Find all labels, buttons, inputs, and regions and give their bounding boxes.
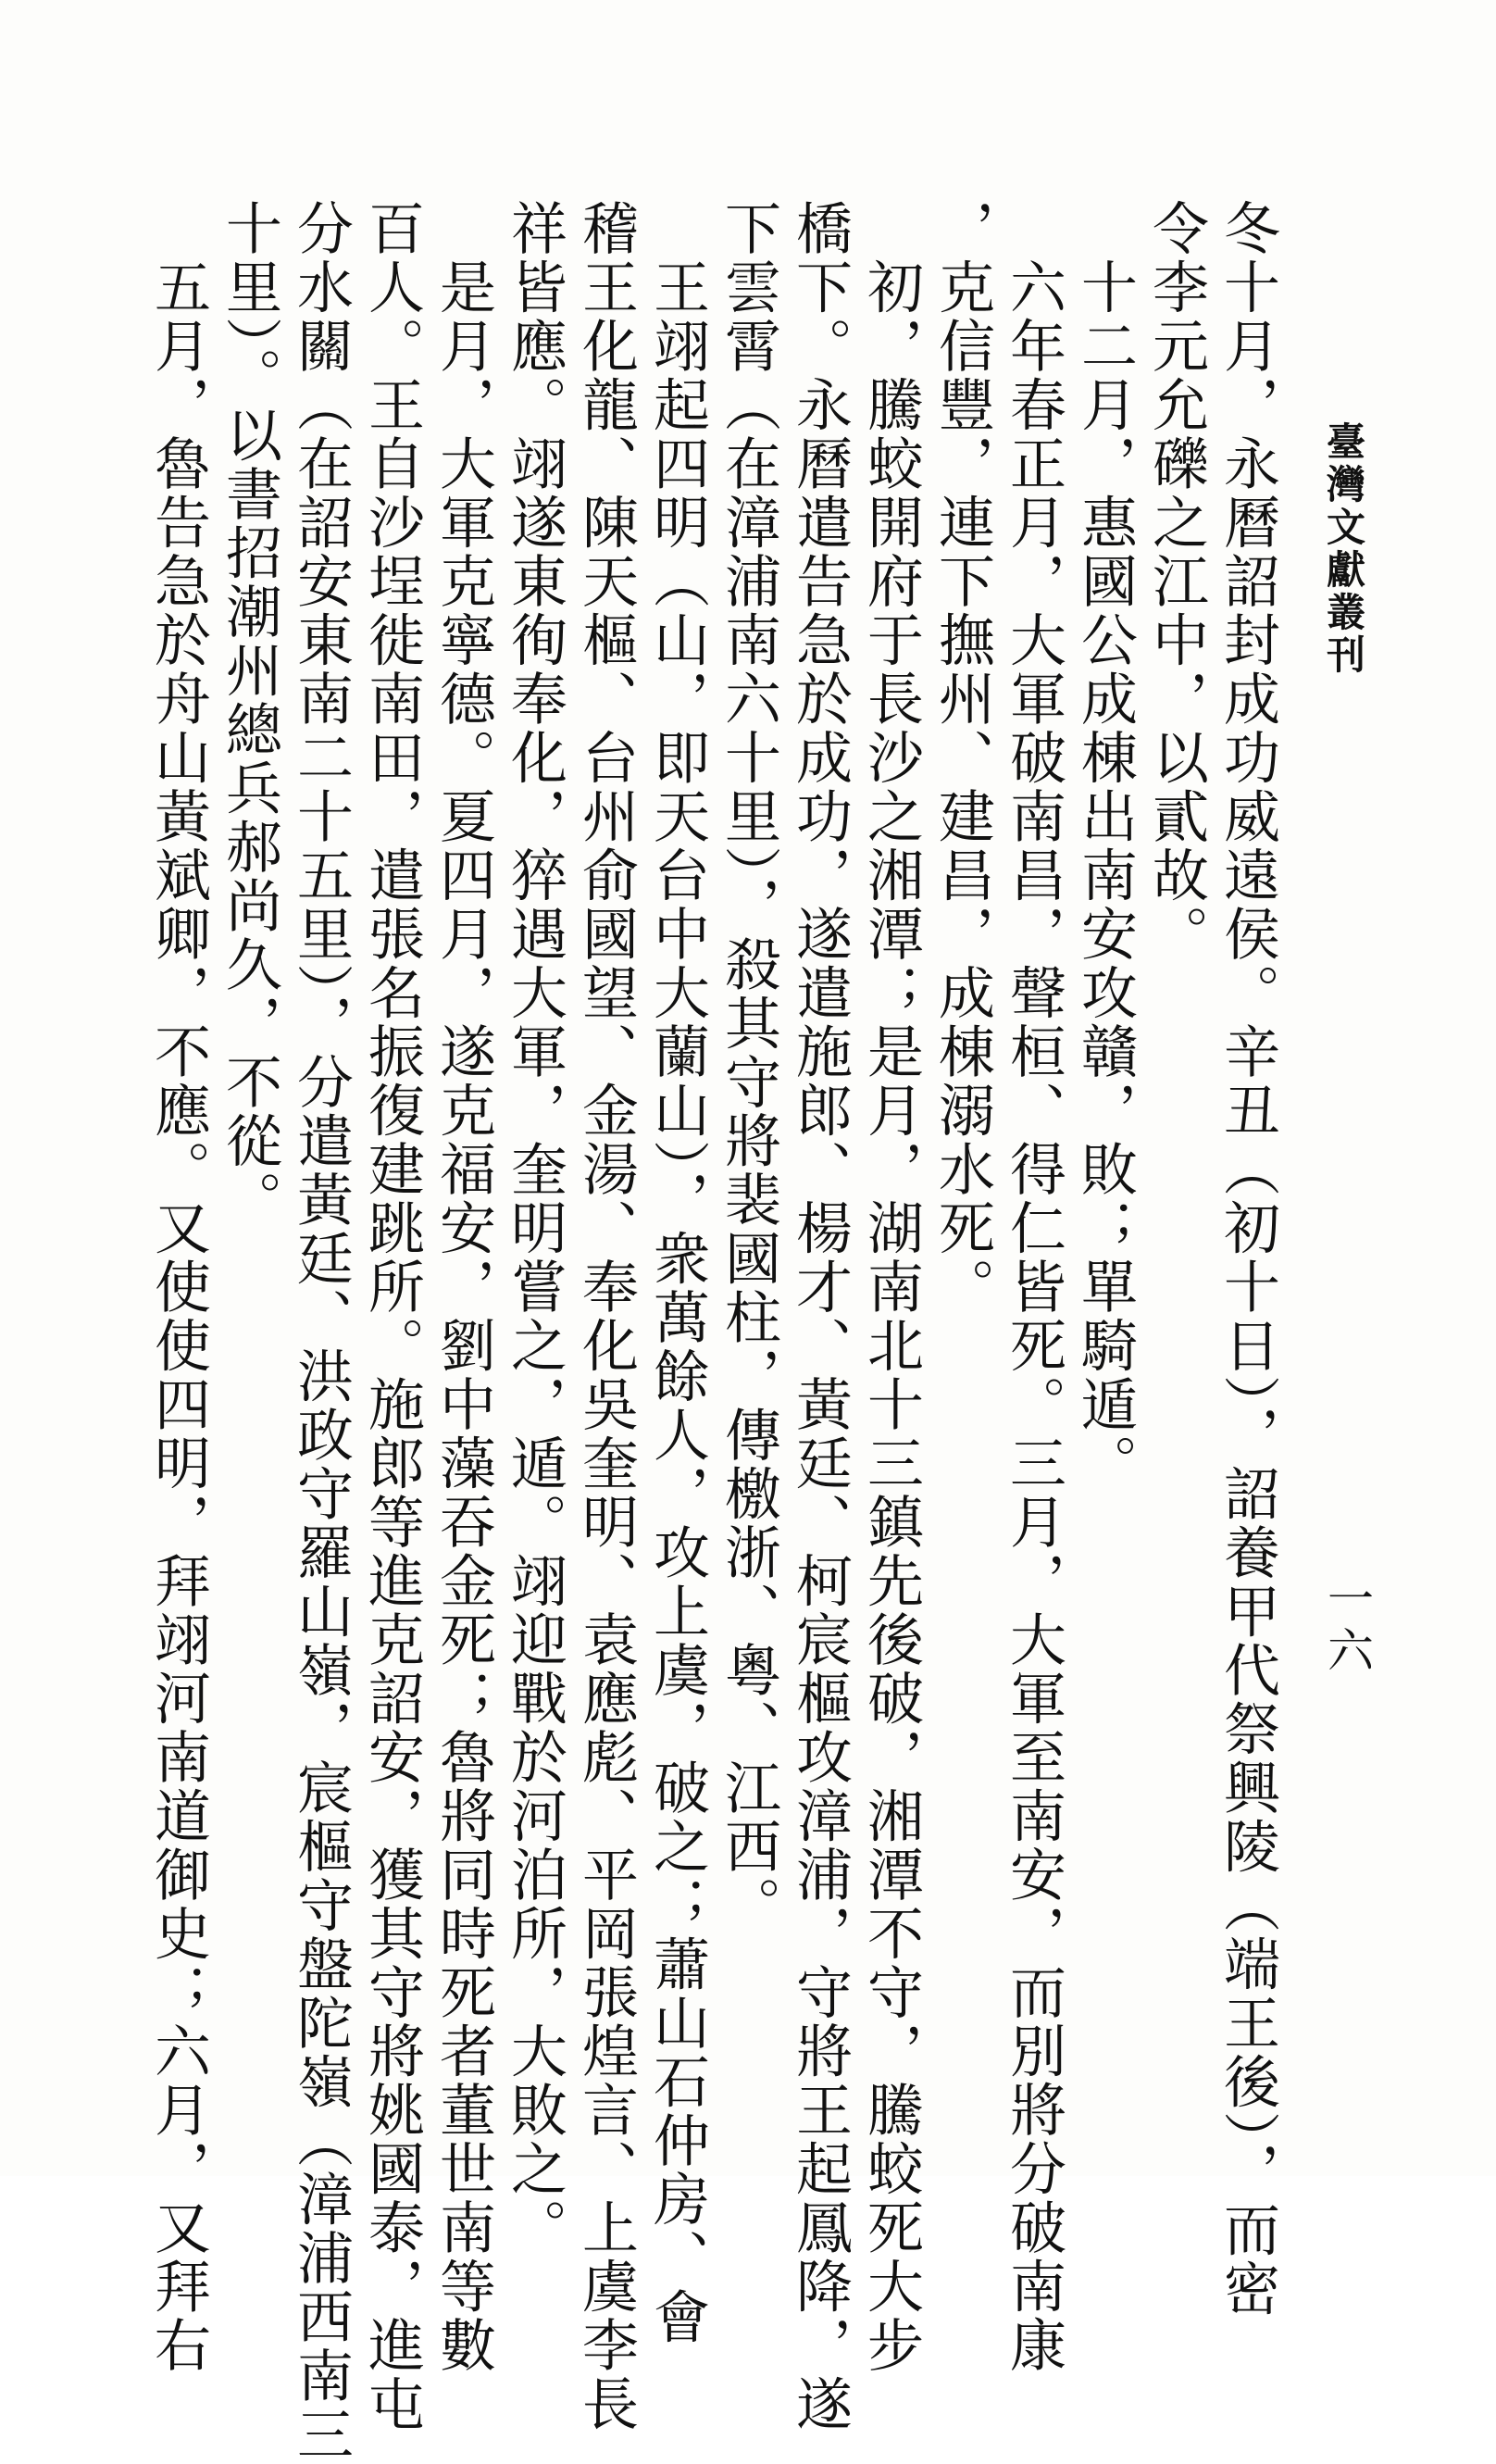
text-column: 百人。王自沙埕徙南田，遣張名振復建跳所。施郎等進克詔安，獲其守將姚國泰，進屯 — [359, 199, 425, 2433]
text-column: ，克信豐，連下撫州、建昌，成棟溺水死。 — [929, 199, 995, 1317]
text-column: 分水關（在詔安東南二十五里），分遣黃廷、洪政守羅山嶺，宸樞守盤陀嶺（漳浦西南三 — [288, 199, 354, 2464]
text-column: 是月，大軍克寧德。夏四月，遂克福安，劉中藻吞金死；魯將同時死者董世南等數 — [430, 199, 496, 2375]
body-text — [145, 199, 1283, 2464]
text-column: 五月，魯告急於舟山黃斌卿，不應。又使使四明，拜翊河南道御史；六月，又拜右 — [145, 199, 211, 2375]
text-column: 令李元允礫之江中，以貳故。 — [1143, 199, 1209, 964]
text-column: 十里）。以書招潮州總兵郝尚久，不從。 — [217, 199, 282, 1230]
text-column: 祥皆應。翊遂東徇奉化，猝遇大軍，奎明嘗之，遁。翊迎戰於河泊所，大敗之。 — [502, 199, 567, 2258]
text-column: 稽王化龍、陳天樞、台州俞國望、金湯、奉化吳奎明、袁應彪、平岡張煌言、上虞李長 — [573, 199, 639, 2433]
text-column: 橋下。永曆遣告急於成功，遂遣施郎、楊才、黃廷、柯宸樞攻漳浦，守將王起鳳降，遂 — [787, 199, 853, 2433]
text-column: 初，騰蛟開府于長沙之湘潭；是月，湖南北十三鎮先後破，湘潭不守，騰蛟死大步 — [858, 199, 924, 2375]
text-column: 王翊起四明（山，即天台中大蘭山），衆萬餘人，攻上虞，破之；蕭山石仲房、會 — [644, 199, 710, 2346]
running-header-title: 臺灣文獻叢刊 — [1321, 421, 1366, 677]
text-column: 冬十月，永曆詔封成功威遠侯。辛丑（初十日），詔養甲代祭興陵（端王後），而密 — [1215, 199, 1280, 2319]
text-column: 六年春正月，大軍破南昌，聲桓、得仁皆死。三月，大軍至南安，而別將分破南康 — [1001, 199, 1066, 2375]
text-column: 下雲霄（在漳浦南六十里），殺其守將裴國柱，傳檄浙、粵、江西。 — [716, 199, 781, 1935]
page-number: 一六 — [1320, 1574, 1374, 1678]
text-column: 十二月，惠國公成棟出南安攻贛，敗；單騎遁。 — [1072, 199, 1138, 1493]
